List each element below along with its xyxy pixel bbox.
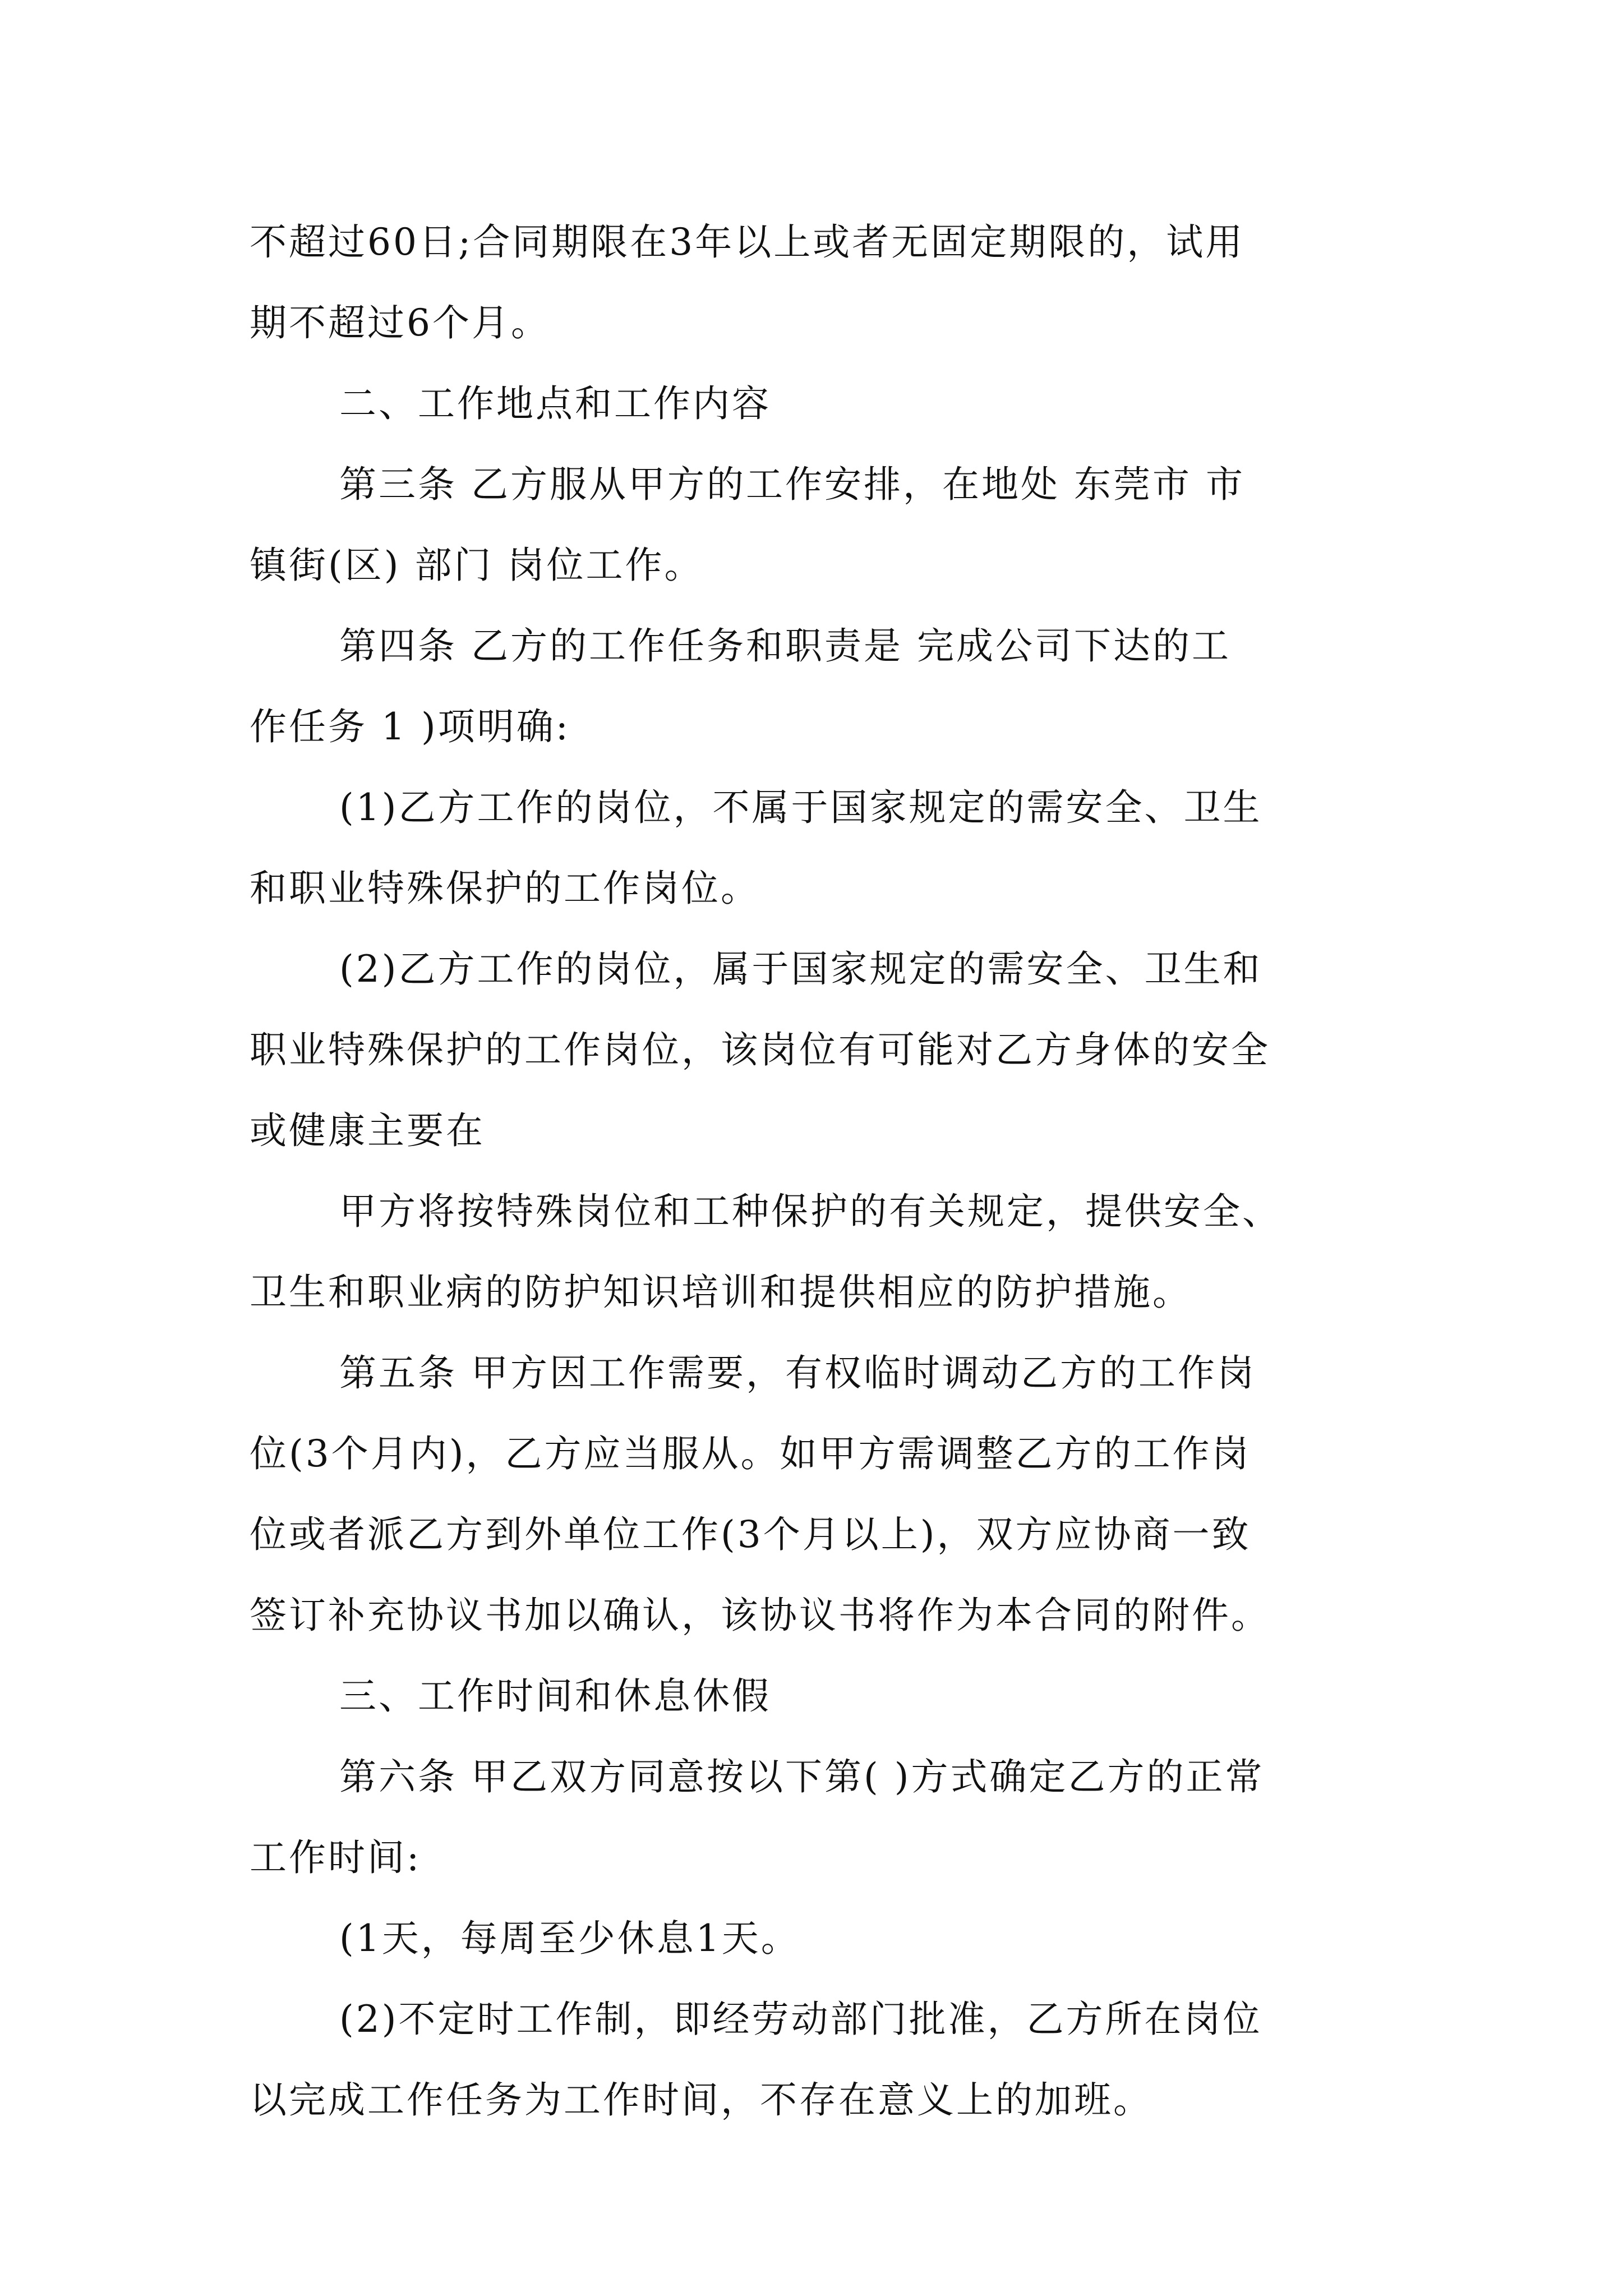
text-line: (2)不定时工作制，即经劳动部门批准，乙方所在岗位 (339, 1998, 1262, 2041)
text-line: 以完成工作任务为工作时间，不存在意义上的加班。 (250, 2078, 1152, 2122)
text-line: 位或者派乙方到外单位工作(3个月以上)，双方应协商一致 (250, 1513, 1251, 1556)
text-line: 期不超过6个月。 (250, 301, 550, 344)
text-line: 第四条 乙方的工作任务和职责是 完成公司下达的工 (339, 624, 1231, 668)
text-line: 作任务 1 )项明确: (250, 705, 570, 748)
text-line: 或健康主要在 (250, 1109, 485, 1152)
text-line: 镇街(区) 部门 岗位工作。 (250, 544, 704, 587)
section-heading: 三、工作时间和休息休假 (339, 1674, 771, 1718)
text-line: (1)乙方工作的岗位，不属于国家规定的需安全、卫生 (339, 786, 1262, 829)
text-line: 第三条 乙方服从甲方的工作安排，在地处 东莞市 市 (339, 463, 1245, 506)
text-line: 第五条 甲方因工作需要，有权临时调动乙方的工作岗 (339, 1351, 1256, 1395)
section-heading: 二、工作地点和工作内容 (339, 382, 771, 425)
text-line: (2)乙方工作的岗位，属于国家规定的需安全、卫生和 (339, 947, 1262, 991)
text-line: (1天，每周至少休息1天。 (339, 1917, 800, 1960)
document-body (250, 202, 1394, 2141)
text-line: 甲方将按特殊岗位和工种保护的有关规定，提供安全、 (339, 1190, 1281, 1233)
text-line: 职业特殊保护的工作岗位，该岗位有可能对乙方身体的安全 (250, 1028, 1270, 1071)
text-line: 位(3个月内)，乙方应当服从。如甲方需调整乙方的工作岗 (250, 1432, 1251, 1475)
text-line: 签订补充协议书加以确认，该协议书将作为本合同的附件。 (250, 1594, 1270, 1637)
text-line: 工作时间: (250, 1836, 422, 1879)
text-line: 第六条 甲乙双方同意按以下第( )方式确定乙方的正常 (339, 1755, 1265, 1798)
text-line: 不超过60日;合同期限在3年以上或者无固定期限的，试用 (250, 220, 1245, 264)
text-line: 和职业特殊保护的工作岗位。 (250, 867, 760, 910)
text-line: 卫生和职业病的防护知识培训和提供相应的防护措施。 (250, 1271, 1192, 1314)
